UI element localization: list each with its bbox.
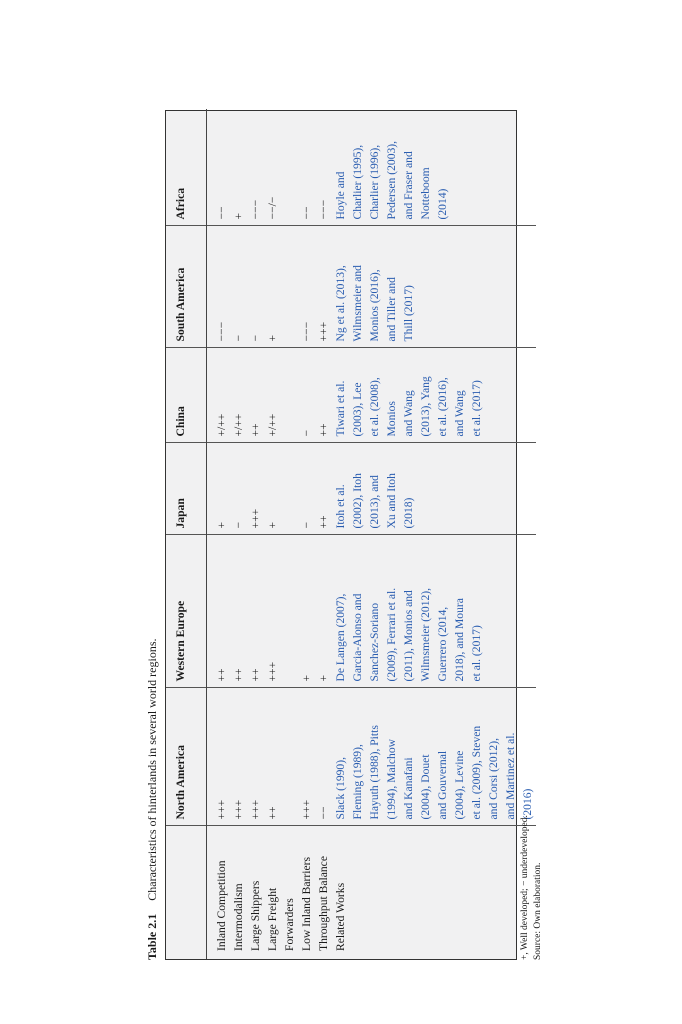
related-works-cell [332,226,536,348]
table-cell: − [298,443,315,535]
header-western-europe: Western Europe [166,535,207,688]
citation-line: De Langen (2007), [334,593,347,682]
table-cell: +++ [247,443,264,535]
table-number: Table 2.1 [145,913,159,960]
related-works-cell [332,535,536,688]
related-works-cell [332,443,536,535]
table-cell [281,688,298,826]
row-label: Throughput Balance [317,856,330,951]
citation-line: and Kanafani [402,757,415,820]
table-footnote [519,815,545,960]
table-cell: +++ [230,688,247,826]
table-cell: +/++ [230,348,247,443]
table-cell [281,443,298,535]
table-cell: −− [298,109,315,226]
table-cell: ++ [315,348,332,443]
citation-line: Charlier (1995), [351,144,364,220]
table-title: Characteristics of hinterlands in several world regions. [145,638,159,901]
citation-line: et al. (2016), [436,377,449,437]
citation-line: Xu and Itoh [385,473,398,529]
citation-line: and Fraser and [402,151,415,220]
table-cell: ++ [247,535,264,688]
header-empty [166,826,207,959]
citation-line: (2016) [521,788,534,820]
table-cell: − [230,443,247,535]
row-label: Low Inland Barriers [300,856,313,951]
table-cell: ++ [207,535,231,688]
hinterland-table [166,109,536,959]
table-cell: − [230,226,247,348]
table-cell: − [247,226,264,348]
citation-line: et al. (2017) [470,625,483,682]
header-north-america: North America [166,688,207,826]
citation-line: Wilmsmeier and [351,265,364,342]
table-cell: +/++ [207,348,231,443]
table-row [281,109,298,959]
table-cell: + [230,109,247,226]
table-row [247,109,264,959]
table-row [298,109,315,959]
table-cell: ++ [230,535,247,688]
citation-line: (2002), Itoh [351,473,364,529]
header-china: China [166,348,207,443]
citation-line: (2004), Levine [453,750,466,820]
citation-line: Monios [385,401,398,437]
table-cell: +++ [207,688,231,826]
table-cell: + [207,443,231,535]
citation-line: and Martinez et al. [504,732,517,820]
citation-line: and Corsi (2012), [487,738,500,820]
citation-line: et al. (2009), Steven [470,725,483,820]
citation-line: Fleming (1989), [351,744,364,820]
citation-line: Charlier (1996), [368,144,381,220]
citation-line: Pedersen (2003), [385,140,398,220]
table-cell: −−− [315,109,332,226]
table-cell [281,109,298,226]
table-cell: + [264,226,281,348]
table-cell [281,226,298,348]
table-cell: −−− [207,226,231,348]
table-row [315,109,332,959]
table-caption [141,638,163,960]
citation-line: Tiwari et al. [334,380,347,437]
table-row [264,109,281,959]
header-row [166,109,207,959]
row-label: Large Freight [266,887,279,951]
table-cell: −− [315,688,332,826]
footnote-source: Source: Own elaboration. [533,862,543,960]
header-africa: Africa [166,109,207,226]
table-cell: −−/− [264,109,281,226]
row-label: Forwarders [283,898,296,951]
row-label: Intermodalism [232,883,245,951]
row-label: Large Shippers [249,880,262,951]
citation-line: Slack (1990), [334,757,347,820]
citation-line: and Wang [453,390,466,437]
footnote-legend: +, Well developed; − underdeveloped. [520,815,530,960]
table-cell: −−− [247,109,264,226]
row-label: Inland Competition [215,860,228,951]
citation-line: (1994), Malchow [385,739,398,820]
citation-line: Wilmsmeier (2012), [419,587,432,682]
citation-line: Hayuth (1988), Pitts [368,725,381,820]
citation-line: (2013), and [368,475,381,529]
citation-line: and Gouvernal [436,750,449,820]
table-cell: + [298,535,315,688]
table-cell: +++ [264,535,281,688]
citation-line: and Wang [402,390,415,437]
table-cell: ++ [264,688,281,826]
table-cell [281,535,298,688]
related-works-cell [332,688,536,826]
citation-line: (2011), Monios and [402,590,415,682]
citation-line: 2018), and Moura [453,598,466,682]
table-cell: −− [207,109,231,226]
related-works-cell [332,348,536,443]
citation-line: Garcia-Alonso and [351,593,364,682]
table-cell: + [264,443,281,535]
citation-line: and Tiller and [385,277,398,342]
table-row-related-works [332,109,536,959]
citation-line: Hoyle and [334,171,347,220]
table-cell: −−− [298,226,315,348]
table-cell: +++ [247,688,264,826]
table-cell: − [298,348,315,443]
table-cell: +++ [298,688,315,826]
citation-line: et al. (2008), [368,377,381,437]
citation-line: Notteboom [419,167,432,220]
citation-line: (2018) [402,497,415,529]
citation-line: Guerrero (2014, [436,606,449,682]
citation-line: Itoh et al. [334,484,347,529]
header-south-america: South America [166,226,207,348]
header-japan: Japan [166,443,207,535]
citation-line: (2013), Yang [419,376,432,437]
table-cell: +/++ [264,348,281,443]
related-works-cell [332,109,536,226]
citation-line: (2009), Ferrari et al. [385,587,398,682]
citation-line: (2004), Douet [419,754,432,820]
table-cell [281,348,298,443]
table-row [230,109,247,959]
citation-line: (2014) [436,188,449,220]
table-row [207,109,231,959]
table-cell: +++ [315,226,332,348]
citation-line: Sanchez-Soriano [368,602,381,682]
table-cell: ++ [247,348,264,443]
row-label: Related Works [334,882,347,951]
citation-line: (2003), Lee [351,382,364,437]
rotated-page [141,100,561,960]
table-cell: + [315,535,332,688]
citation-line: Monios (2016), [368,269,381,342]
citation-line: Ng et al. (2013), [334,265,347,342]
table-cell: ++ [315,443,332,535]
citation-line: et al. (2017) [470,380,483,437]
citation-line: Thill (2017) [402,285,415,342]
